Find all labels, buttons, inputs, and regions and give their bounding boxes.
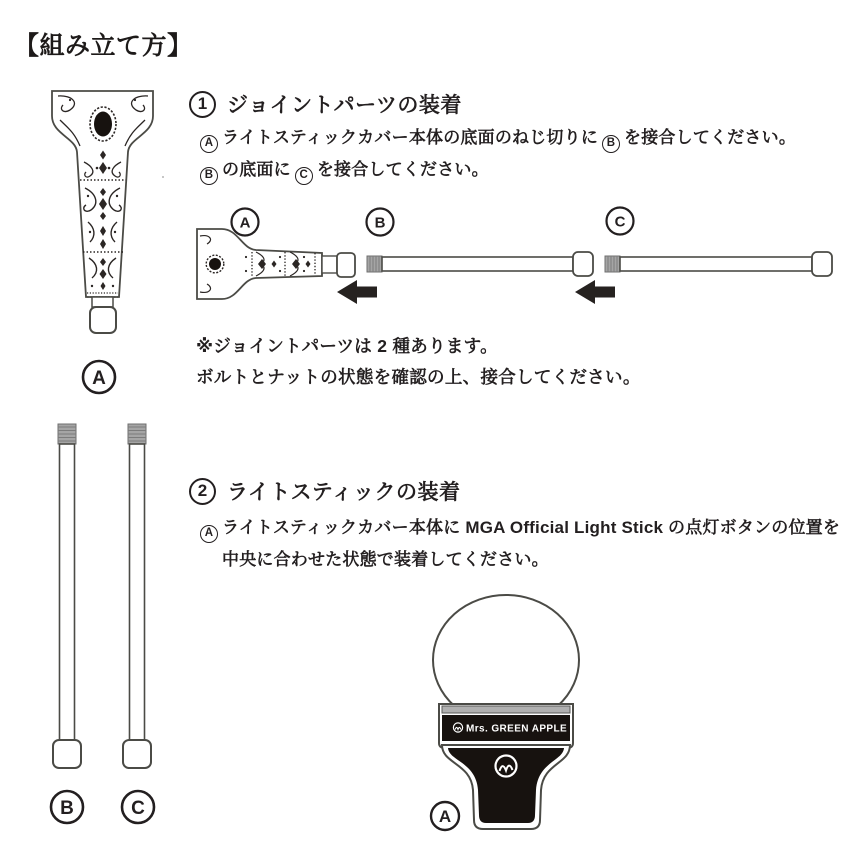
diagram-rod-c [605, 252, 832, 276]
circled-letter-a: A [200, 135, 218, 153]
diagram-cover-neck [322, 256, 337, 273]
part-label-c [122, 791, 154, 823]
rod-c-cap [123, 740, 151, 768]
step2-heading-row [189, 476, 461, 506]
lightstick-handle [442, 745, 570, 829]
rod-b-cap [53, 740, 81, 768]
joint-rod-c-illustration [123, 424, 151, 768]
band-gray-strip [442, 706, 570, 713]
circled-letter-b: B [602, 135, 620, 153]
cover-end-cap [90, 307, 116, 333]
step2-instruction-line1 [196, 516, 840, 543]
diagram-rod-b [367, 252, 593, 276]
step1-instruction-line1 [196, 126, 796, 153]
diagram-medallion-stone [209, 258, 221, 270]
part-label-a-text: A [92, 368, 106, 389]
step1-heading: ジョイントパーツの装着 [227, 94, 462, 117]
part-label-b [51, 791, 83, 823]
rod-b-body [60, 444, 75, 740]
step1-assembly-diagram [190, 195, 860, 320]
step2-heading: ライトスティックの装着 [227, 481, 461, 504]
diagram-rod-c-body [620, 257, 812, 271]
scroll-dot [134, 99, 136, 101]
diagram-rod-b-body [382, 257, 573, 271]
circled-letter-b: B [200, 167, 218, 185]
scroll-dot [69, 99, 71, 101]
step2-instruction-line2: 中央に合わせた状態で装着してください。 [222, 550, 549, 569]
diagram-label-b [367, 209, 394, 236]
diagram-label-c-text: C [614, 213, 626, 231]
step1-line2-text1: の底面に [222, 160, 291, 179]
lightstick-illustration [395, 580, 640, 860]
diagram-rod-b-cap [573, 252, 593, 276]
cover-part-illustration [52, 91, 164, 333]
step1-line2-text2: を接合してください。 [316, 160, 489, 179]
diagram-cover-cap [337, 253, 355, 277]
handle-black-body [448, 748, 564, 823]
join-arrow-left-1 [337, 280, 377, 304]
print-artifact-dot [162, 176, 164, 178]
step1-line1-text2: を接合してください。 [624, 128, 797, 147]
diagram-rod-b-thread [367, 256, 382, 272]
diagram-rod-c-thread [605, 256, 620, 272]
part-label-a [83, 361, 115, 393]
step1-line1-text1: ライトスティックカバー本体の底面のねじ切りに [222, 128, 599, 147]
joint-rod-b-illustration [53, 424, 81, 768]
lightstick-label-a-text: A [438, 807, 452, 826]
diagram-rod-c-cap [812, 252, 832, 276]
step1-number-badge: 1 [189, 91, 216, 118]
diagram-label-a [232, 209, 259, 236]
part-label-c-text: C [131, 798, 145, 819]
circled-letter-a: A [200, 525, 218, 543]
lightstick-band [439, 704, 573, 748]
parts-overview-illustration [30, 80, 180, 840]
step2-number-badge: 2 [189, 478, 216, 505]
lightstick-label-a [431, 802, 459, 830]
step1-instruction-line2 [196, 158, 489, 185]
rod-c-body [130, 444, 145, 740]
diagram-label-b-text: B [374, 214, 386, 232]
cover-neck [92, 297, 113, 307]
step2-line1-text: ライトスティックカバー本体に MGA Official Light Stick の点灯ボタンの位置を [222, 518, 841, 537]
diagram-cover-part [197, 229, 355, 299]
circled-letter-c: C [295, 167, 313, 185]
step1-note-line2: ボルトとナットの状態を確認の上、接合してください。 [196, 367, 641, 387]
lightstick-brand-text: Mrs. GREEN APPLE [466, 723, 568, 735]
step1-heading-row [189, 89, 462, 119]
page-title: 【組み立て方】 [14, 32, 193, 60]
medallion-stone [94, 112, 112, 137]
diagram-label-c [607, 208, 634, 235]
join-arrow-left-2 [575, 280, 615, 304]
step1-note-line1: ※ジョイントパーツは 2 種あります。 [196, 336, 498, 356]
diagram-label-a-text: A [239, 214, 251, 232]
part-label-b-text: B [60, 798, 74, 819]
